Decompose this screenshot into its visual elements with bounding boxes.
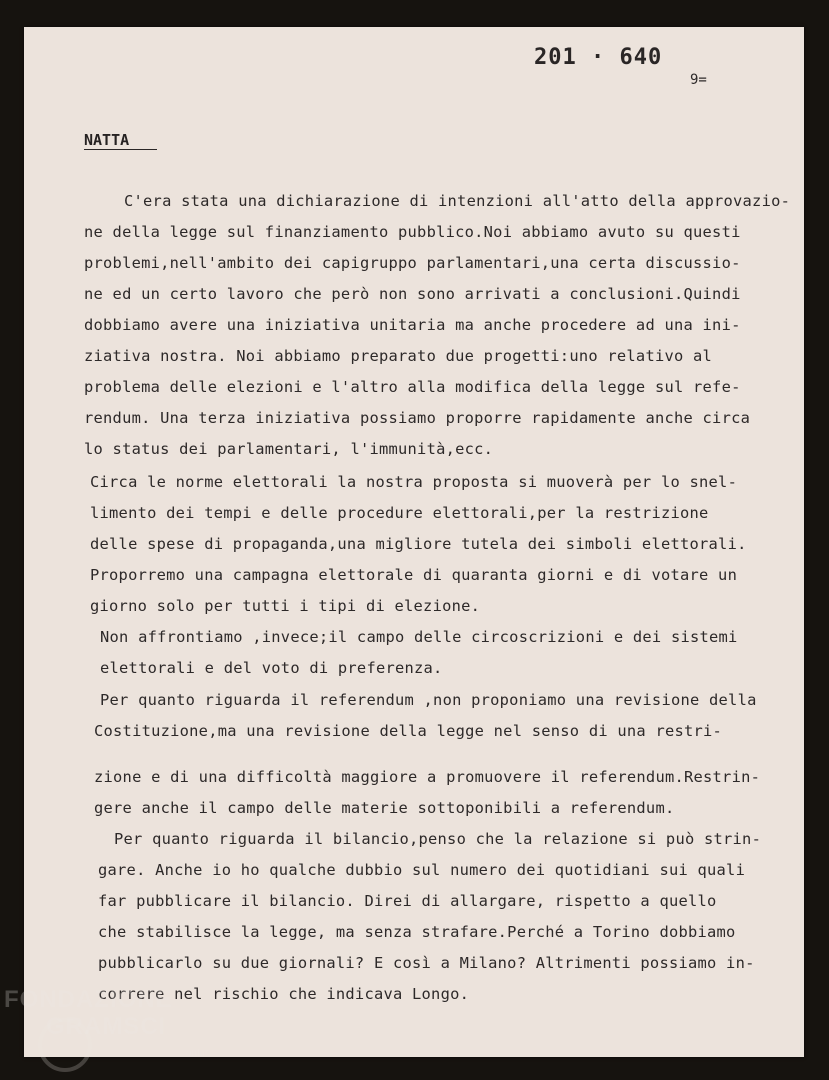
text-line: ziativa nostra. Noi abbiamo preparato due progetti:uno relativo al [84,347,713,365]
text-line: problema delle elezioni e l'altro alla modifica della legge sul refe- [84,378,741,396]
text-line: pubblicarlo su due giornali? E così a Milano? Altrimenti possiamo in- [98,954,755,972]
watermark-line-3: onlus [186,1048,210,1059]
page-title: NATTA [84,131,157,150]
document-page [24,27,804,1057]
text-line: gere anche il campo delle materie sottoponibili a referendum. [94,799,675,817]
text-line: ne della legge sul finanziamento pubblico.Noi abbiamo avuto su questi [84,223,741,241]
text-line: elettorali e del voto di preferenza. [100,659,443,677]
archive-number: 201 · 640 [534,45,663,70]
text-line: problemi,nell'ambito dei capigruppo parlamentari,una certa discussio- [84,254,741,272]
text-line: dobbiamo avere una iniziativa unitaria ma anche procedere ad una ini- [84,316,741,334]
text-line: Circa le norme elettorali la nostra proposta si muoverà per lo snel- [90,473,738,491]
text-line: lo status dei parlamentari, l'immunità,ecc. [84,440,494,458]
text-line: zione e di una difficoltà maggiore a promuovere il referendum.Restrin- [94,768,761,786]
text-line: Costituzione,ma una revisione della legge nel senso di una restri- [94,722,723,740]
watermark-line-1: FONDAZIONE [4,986,173,1013]
text-line: giorno solo per tutti i tipi di elezione. [90,597,481,615]
text-line: delle spese di propaganda,una migliore tutela dei simboli elettorali. [90,535,747,553]
text-line: C'era stata una dichiarazione di intenzioni all'atto della approvazio- [124,192,791,210]
archive-watermark [4,986,210,1059]
text-line: rendum. Una terza iniziativa possiamo proporre rapidamente anche circa [84,409,751,427]
text-line: correre nel rischio che indicava Longo. [98,985,470,1003]
text-line: Per quanto riguarda il bilancio,penso che la relazione si può strin- [114,830,762,848]
text-line: che stabilisce la legge, ma senza strafare.Perché a Torino dobbiamo [98,923,736,941]
page-number: 9= [690,72,707,88]
text-line: Per quanto riguarda il referendum ,non proponiamo una revisione della [100,691,757,709]
text-line: Non affrontiamo ,invece;il campo delle circoscrizioni e dei sistemi [100,628,738,646]
watermark-line-2: GRAMSCI [46,1013,167,1040]
text-line: ne ed un certo lavoro che però non sono arrivati a conclusioni.Quindi [84,285,741,303]
typed-text-body [24,27,804,1057]
text-line: gare. Anche io ho qualche dubbio sul numero dei quotidiani sui quali [98,861,746,879]
text-line: far pubblicare il bilancio. Direi di allargare, rispetto a quello [98,892,717,910]
text-line: limento dei tempi e delle procedure elettorali,per la restrizione [90,504,709,522]
watermark-circle-icon [38,1018,92,1072]
text-line: Proporremo una campagna elettorale di quaranta giorni e di votare un [90,566,738,584]
